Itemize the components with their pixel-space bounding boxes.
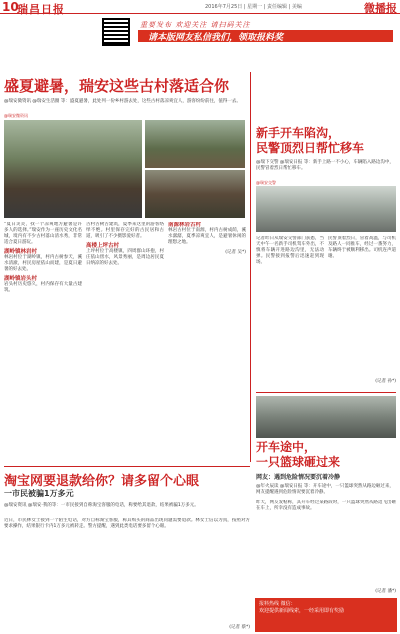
right-top-lead: @瑞下交警 @瑞安日报 等：新手上路一不小心，车辆陷入路边沟中，民警冒着烈日帮忙移车。 <box>256 160 394 171</box>
right-top-headline <box>256 126 396 156</box>
promo-top-line: 重要发布 欢迎关注 请扫码关注 <box>140 21 251 29</box>
subhead-2: 湖岭镇岩头村 <box>4 276 38 282</box>
right-top-caption: @瑞安交警 <box>256 180 276 185</box>
main-col-1-text-b: 林岩村位于湖岭镇，村内古树参天，溪水清澈，村民房屋依山而建，是夏日避暑的好去处。 <box>4 255 82 272</box>
promo-main-line: 请本版网友私信我们，领取报料奖 <box>148 33 284 43</box>
village-photo-top-right <box>145 120 245 168</box>
subhead-1: 湖岭镇林岩村 <box>4 249 38 255</box>
village-photo-bottom-right <box>145 170 245 218</box>
main-col-3 <box>168 222 246 392</box>
village-photo-large <box>4 120 142 218</box>
photo-caption: @瑞安微资讯 <box>4 113 28 118</box>
right-mid-body: 昨天，网友发帖称，其开车经过某路段时，一只篮球突然从路边飞出砸在车上，所幸没有造成事故。 <box>256 500 396 511</box>
right-top-photo <box>256 186 396 232</box>
main-col-1-text: “夏日炎炎，找一个凉爽地方避暑是许多人的选择。”瑞安作为一座历史文化名城，境内有不少古村落山清水秀，非常适合夏日游玩。 <box>4 222 82 245</box>
newspaper-name: 瑞昌日报 <box>17 3 65 16</box>
bottom-headline: 淘宝网要退款给你？请多留个心眼 <box>4 474 200 489</box>
right-mid-headline <box>256 440 396 470</box>
right-mid-headline-line2: 一只篮球砸过来 <box>256 455 341 469</box>
right-mid-subtitle: 网友：遇到危险情况要沉着冷静 <box>256 474 341 481</box>
hotline-ad <box>255 598 397 632</box>
main-col-2-text-b: 上坪村位于高楼镇，四周群山环抱，村庄依山傍水，风景秀丽，是周边居民夏日纳凉的好去处。 <box>86 249 164 266</box>
hotline-ad-line2: 欢迎提供新闻线索，一经采用即有奖励 <box>259 608 345 614</box>
bottom-lead: @瑞安资讯 @瑞安·我的等：一市民接到自称淘宝客服的电话，称要给其退款，结果被骗1万多元。 <box>4 503 199 508</box>
right-mid-lead: @年火辰读 @瑞安日报 等：开车途中，一只篮球突然从路边砸过来，网友提醒遇到危险情况要沉着冷静。 <box>256 484 394 495</box>
right-mid-headline-line1: 开车途中， <box>256 440 317 454</box>
subhead-3: 高楼上坪古村 <box>86 243 120 249</box>
main-col-2-text: 古村古树古建筑，夏季来这里的游客络绎不绝。村里保存完好的古民居和古道，吸引了不少摄影爱好者。 <box>86 222 164 239</box>
section-name: 微播报 <box>364 2 397 15</box>
right-top-col-1: 记者昨日从瑞安交警部门获悉，当天中午一名新手司机驾车外出，不慎将车辆开进路边沟里，无法动弹。民警接到报警后迅速赶到现场。 <box>256 236 324 265</box>
right-top-headline-line1: 新手开车陷沟， <box>256 126 341 140</box>
main-headline: 盛夏避暑，瑞安这些古村落适合你 <box>4 77 230 95</box>
main-col-2 <box>86 222 164 392</box>
main-col-1-text-c: 岩头村历史悠久，村内保存有大量古建筑。 <box>4 282 82 293</box>
right-top-col-2: 民警顶着烈日，冒着高温，与司机及路人一同推车，经过一番努力，车辆终于被顺利移出。司机连声道谢。 <box>328 236 396 259</box>
bottom-byline: (记者 蔡*) <box>229 625 250 630</box>
right-divider <box>256 392 396 393</box>
main-byline: (记者 吴*) <box>225 250 246 255</box>
hotline-ad-line1: 报料热线 微信： <box>259 601 296 607</box>
right-mid-photo <box>256 396 396 438</box>
right-top-byline: (记者 孙*) <box>375 379 396 384</box>
right-mid-byline: (记者 潘*) <box>375 589 396 594</box>
subhead-4: 南源林岩古村 <box>168 222 202 228</box>
column-divider <box>250 72 251 462</box>
bottom-body: 近日，市民林女士接到一个陌生电话，对方自称淘宝客服，称其购买的商品出现问题需要退款。林女士信以为真，按照对方要求操作，结果银行卡内1万多元被转走。警方提醒，遇到此类电话要多留个心眼。 <box>4 518 250 529</box>
qr-code-icon <box>102 18 130 46</box>
main-lead: @瑞安微资讯 @瑞安生活圈 等：盛夏避暑，此处列一份乡村游去处，这些古村落凉爽宜人，游客纷纷前往，值得一去。 <box>4 99 241 104</box>
bottom-subtitle: 一市民被骗1万多元 <box>4 489 74 498</box>
bottom-divider <box>4 466 250 467</box>
main-col-3-text: 林岩古村位于南源，村内古树成荫，溪水潺潺，夏季凉爽宜人，是避暑休闲的理想之地。 <box>168 228 246 245</box>
right-top-headline-line2: 民警顶烈日帮忙移车 <box>256 141 365 155</box>
main-col-1 <box>4 222 82 392</box>
page-number: 10 <box>2 0 19 14</box>
date-line: 2016年7月25日 | 星期一 | 责任编辑 | 美编 <box>205 4 302 10</box>
